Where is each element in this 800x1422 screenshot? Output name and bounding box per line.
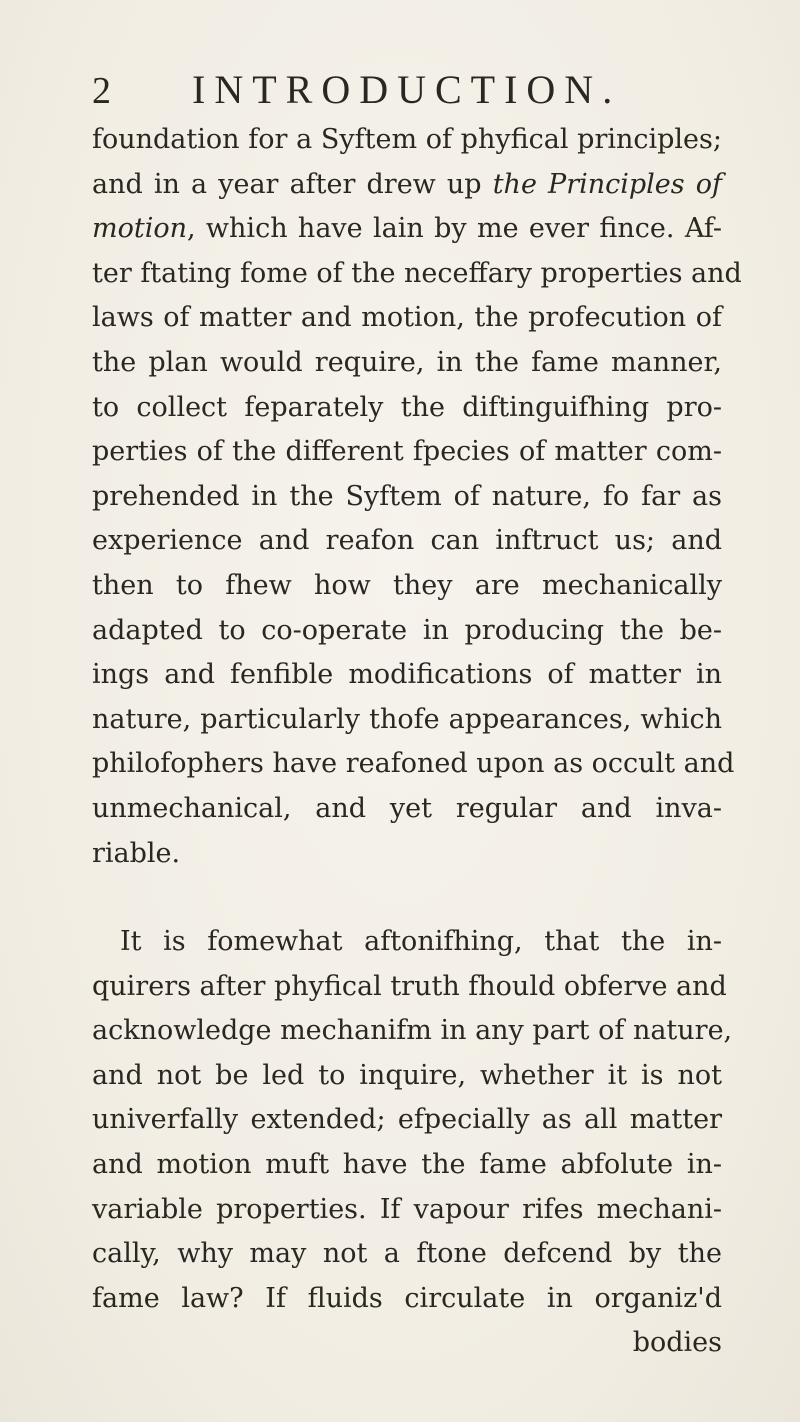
text-line: experience and reafon can inftruct us; and xyxy=(92,525,722,557)
text-line: quirers after phyfical truth fhould obferve and xyxy=(92,970,727,1002)
paragraph-2 xyxy=(92,920,733,1321)
italic-text: motion xyxy=(92,213,187,245)
text-line: acknowledge mechanifm in any part of nature, xyxy=(92,1015,733,1047)
text-line: philofophers have reafoned upon as occult and xyxy=(92,748,735,780)
text-line: univerfally extended; efpecially as all matter xyxy=(92,1104,722,1136)
paragraph-gap xyxy=(92,876,722,920)
catchword: bodies xyxy=(632,1327,722,1359)
text-line: unmechanical, and yet regular and inva- xyxy=(92,792,722,824)
text-line: adapted to co-operate in producing the be- xyxy=(92,614,722,646)
text-line: and in a year after drew up the Principles of xyxy=(92,168,723,200)
text-line: It is fomewhat aftonifhing, that the in- xyxy=(120,926,722,958)
text-line: nature, particularly thofe appearances, which xyxy=(92,703,722,735)
text-line: cally, why may not a ftone defcend by the xyxy=(92,1238,722,1270)
running-head: INTRODUCTION. xyxy=(192,67,622,112)
text-line: laws of matter and motion, the profecution of xyxy=(92,302,722,334)
italic-text: the Principles of xyxy=(492,168,723,200)
text-line: riable. xyxy=(92,837,181,869)
text-line: and not be led to inquire, whether it is not xyxy=(92,1059,722,1091)
paragraph-1 xyxy=(92,118,742,876)
page-header xyxy=(92,66,800,116)
page-number: 2 xyxy=(92,70,111,112)
text-line: to collect feparately the diftinguifhing pro- xyxy=(92,391,722,423)
text-line: prehended in the Syftem of nature, fo far as xyxy=(92,480,722,512)
text-line: ter ftating fome of the neceffary properties and xyxy=(92,257,742,289)
text-line: perties of the different fpecies of matter com- xyxy=(92,436,722,468)
text-line: fame law? If fluids circulate in organiz'd xyxy=(92,1282,722,1314)
text-line: variable properties. If vapour rifes mechani- xyxy=(92,1193,722,1225)
text-line: ings and fenfible modifications of matter in xyxy=(92,659,722,691)
text-line: motion, which have lain by me ever fince. Af- xyxy=(92,213,722,245)
body-text xyxy=(92,118,742,1366)
text-line: foundation for a Syftem of phyfical principles; xyxy=(92,124,722,155)
text-line: the plan would require, in the fame manner, xyxy=(92,346,722,378)
text-line: and motion muft have the fame abfolute in- xyxy=(92,1149,722,1181)
text-line: then to fhew how they are mechanically xyxy=(92,569,722,601)
